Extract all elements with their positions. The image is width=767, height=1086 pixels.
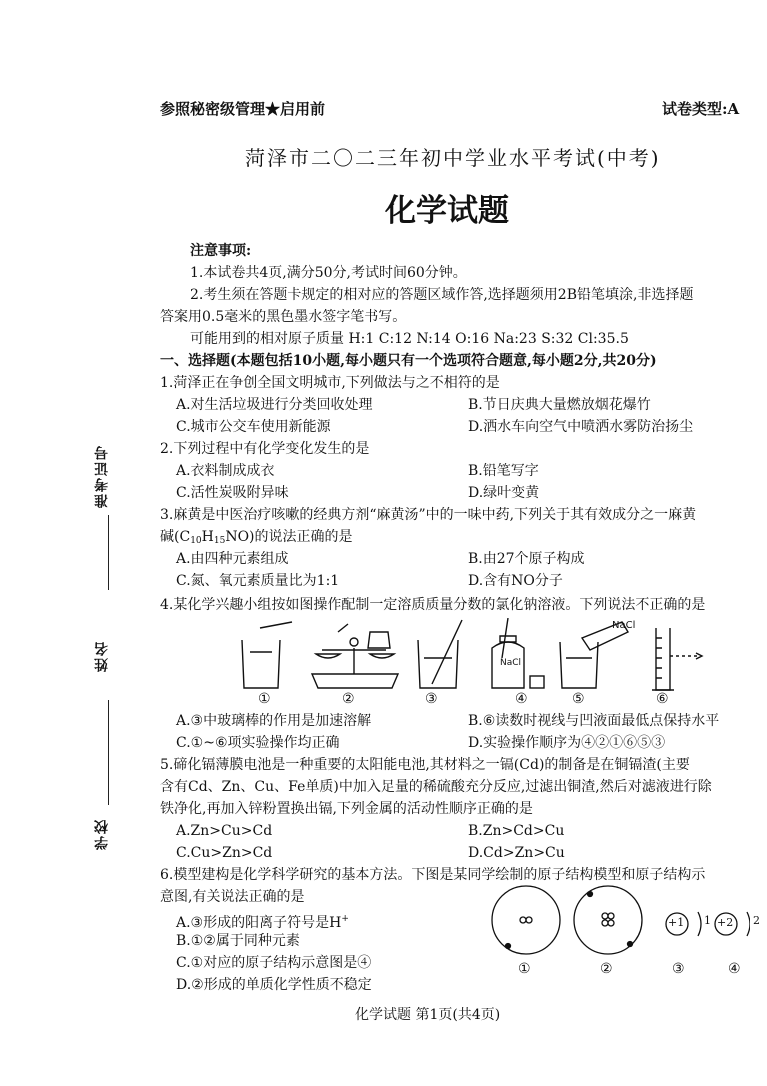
q4-option-c: C.①~⑥项实验操作均正确 [176, 735, 340, 751]
q4-figure [230, 618, 710, 708]
security-label: 参照秘密级管理★启用前 [160, 100, 326, 118]
q5-stem-2: 含有Cd、Zn、Cu、Fe单质)中加入足量的稀硫酸充分反应,过滤出铜渣,然后对滤液进行除 [160, 779, 712, 795]
q6-nucleus-3: +1 [668, 916, 685, 929]
atomic-masses: 可能用到的相对原子质量 H:1 C:12 N:14 O:16 Na:23 S:32 Cl:35.5 [190, 331, 629, 347]
q2-option-d: D.绿叶变黄 [468, 485, 540, 501]
side-label-xm: 姓名 [94, 640, 110, 672]
q6-electrons-4: 2 [753, 914, 760, 927]
q1-option-c: C.城市公交车使用新能源 [176, 419, 331, 435]
q4-fig-label-6: ⑥ [656, 691, 669, 707]
q1-option-d: D.洒水车向空气中喷洒水雾防治扬尘 [468, 419, 694, 435]
q6-fig-label-4: ④ [728, 961, 741, 977]
q6-electrons-3: 1 [704, 914, 711, 927]
side-label-xx: 学校 [94, 818, 110, 850]
q6-option-b: B.①②属于同种元素 [176, 933, 300, 949]
q1-stem: 1.菏泽正在争创全国文明城市,下列做法与之不相符的是 [160, 375, 500, 391]
exam-title: 菏泽市二〇二三年初中学业水平考试(中考) [245, 146, 661, 170]
note-2b: 答案用0.5毫米的黑色墨水签字笔书写。 [160, 309, 407, 325]
q5-option-a: A.Zn>Cu>Cd [176, 823, 273, 839]
paper-type: 试卷类型:A [662, 100, 740, 118]
q1-option-a: A.对生活垃圾进行分类回收处理 [176, 397, 373, 413]
q6-fig-label-3: ③ [672, 961, 685, 977]
q4-option-b: B.⑥读数时视线与凹液面最低点保持水平 [468, 713, 720, 729]
q4-fig-label-5: ⑤ [572, 691, 585, 707]
q2-option-c: C.活性炭吸附异味 [176, 485, 289, 501]
q4-option-a: A.③中玻璃棒的作用是加速溶解 [176, 713, 372, 729]
subject-title: 化学试题 [385, 193, 509, 229]
q4-option-d: D.实验操作顺序为④②①⑥⑤③ [468, 735, 666, 751]
q5-stem-1: 5.碲化镉薄膜电池是一种重要的太阳能电池,其材料之一镉(Cd)的制备是在铜镉渣(主要 [160, 757, 690, 773]
q3-option-b: B.由27个原子构成 [468, 551, 585, 567]
q4-stem: 4.某化学兴趣小组按如图操作配制一定溶质质量分数的氯化钠溶液。下列说法不正确的是 [160, 597, 706, 613]
q4-fig-label-2: ② [342, 691, 355, 707]
q3-stem-2: 碱$(C_{10}H_{15}NO)$的说法正确的是 [160, 529, 353, 546]
q3-stem-1: 3.麻黄是中医治疗咳嗽的经典方剂“麻黄汤”中的一味中药,下列关于其有效成分之一麻黄 [160, 507, 697, 523]
page-footer: 化学试题 第1页(共4页) [355, 1007, 501, 1023]
q6-fig-label-2: ② [600, 961, 613, 977]
q5-option-c: C.Cu>Zn>Cd [176, 845, 273, 861]
q6-stem-1: 6.模型建构是化学科学研究的基本方法。下图是某同学绘制的原子结构模型和原子结构示 [160, 867, 706, 883]
q2-option-a: A.衣料制成成衣 [176, 463, 275, 479]
q6-nucleus-4: +2 [717, 916, 734, 929]
q5-option-b: B.Zn>Cd>Cu [468, 823, 565, 839]
q6-figure [490, 882, 750, 962]
q4-fig-label-3: ③ [425, 691, 438, 707]
q6-option-d: D.②形成的单质化学性质不稳定 [176, 977, 372, 993]
q2-stem: 2.下列过程中有化学变化发生的是 [160, 441, 370, 457]
note-2a: 2.考生须在答题卡规定的相对应的答题区域作答,选择题须用2B铅笔填涂,非选择题 [190, 287, 694, 303]
q6-option-a: A.③形成的阳离子符号是H+ [176, 914, 349, 931]
q3-option-d: D.含有NO分子 [468, 573, 563, 589]
binding-line [108, 515, 109, 590]
side-label-zkzh: 准考证号 [94, 444, 110, 508]
q5-option-d: D.Cd>Zn>Cu [468, 845, 565, 861]
q6-fig-label-1: ① [518, 961, 531, 977]
q4-fig-label-1: ① [258, 691, 271, 707]
q3-option-a: A.由四种元素组成 [176, 551, 289, 567]
binding-line [108, 700, 109, 805]
q1-option-b: B.节日庆典大量燃放烟花爆竹 [468, 397, 651, 413]
q4-fig-label-4: ④ [515, 691, 528, 707]
q6-option-c: C.①对应的原子结构示意图是④ [176, 955, 372, 971]
note-1: 1.本试卷共4页,满分50分,考试时间60分钟。 [190, 265, 467, 281]
q3-option-c: C.氮、氧元素质量比为1:1 [176, 573, 340, 589]
nacl-label: NaCl [612, 620, 636, 631]
section-title: 一、选择题(本题包括10小题,每小题只有一个选项符合题意,每小题2分,共20分) [160, 353, 657, 369]
q5-stem-3: 铁净化,再加入锌粉置换出镉,下列金属的活动性顺序正确的是 [160, 801, 533, 817]
nacl-bottle-label: NaCl [500, 658, 522, 668]
q6-stem-2: 意图,有关说法正确的是 [160, 889, 305, 905]
q2-option-b: B.铅笔写字 [468, 463, 539, 479]
notes-heading: 注意事项: [190, 243, 252, 259]
